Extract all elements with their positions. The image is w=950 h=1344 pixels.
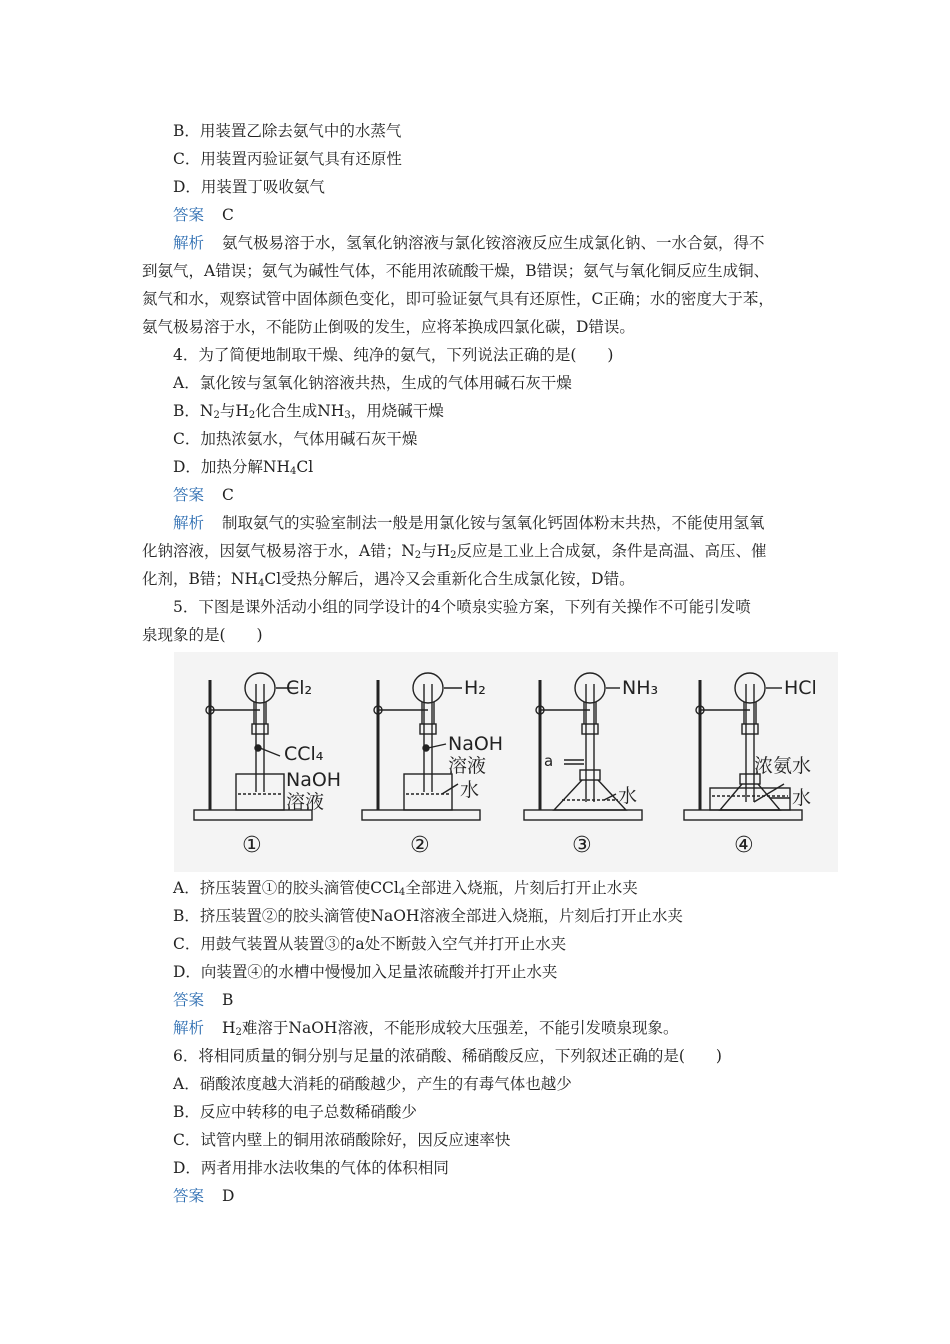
text: A．挤压装置①的胶头滴管使CCl	[173, 879, 399, 897]
q3-answer	[173, 201, 234, 229]
flask-label-4: 水	[792, 787, 812, 809]
text: Cl	[296, 458, 314, 476]
stand-base	[362, 810, 480, 820]
answer-value: C	[222, 206, 234, 224]
text: 反应是工业上合成氨，条件是高温、高压、催	[456, 542, 767, 560]
gas-label-2: H₂	[464, 677, 486, 699]
analysis-text: 氨气极易溶于水，氢氧化钠溶液与氯化铵溶液反应生成氯化钠、一水合氨，得不	[222, 234, 765, 252]
q6-option-d: D．两者用排水法收集的气体的体积相同	[173, 1159, 449, 1177]
trough-label-4: 浓氨水	[754, 755, 812, 777]
gas-label-4: HCl	[784, 677, 817, 699]
q3-analysis-line: 到氨气，A错误；氨气为碱性气体，不能用浓硫酸干燥，B错误；氨气与氧化铜反应生成铜、	[142, 262, 770, 280]
stand-base	[684, 810, 802, 820]
text: Cl受热分解后，遇冷又会重新化合生成氯化铵，D错。	[264, 570, 635, 588]
q3-option-b: B．用装置乙除去氨气中的水蒸气	[173, 122, 402, 140]
gas-label-3: NH₃	[622, 677, 659, 699]
text: B．N	[173, 402, 214, 420]
beaker-label-2: 水	[460, 779, 480, 801]
answer-label: 答案	[173, 486, 205, 504]
gas-label-1: Cl₂	[286, 677, 313, 699]
text: ，用烧碱干燥	[350, 402, 444, 420]
subscript: 2	[248, 410, 256, 421]
subscript: 2	[450, 550, 457, 561]
round-flask	[245, 673, 275, 703]
beaker	[236, 774, 284, 810]
subscript: 4	[290, 466, 297, 477]
q6-stem: 6．将相同质量的铜分别与足量的浓硝酸、稀硝酸反应，下列叙述正确的是( )	[173, 1047, 722, 1065]
text: H	[222, 1019, 236, 1037]
subscript: 3	[344, 410, 351, 421]
stand-base	[524, 810, 642, 820]
q6-option-c: C．试管内壁上的铜用浓硝酸除好，因反应速率快	[173, 1131, 511, 1149]
q6-answer	[173, 1182, 234, 1210]
q3-analysis-line	[173, 229, 765, 257]
answer-label: 答案	[173, 1187, 205, 1205]
q4-option-c: C．加热浓氨水，气体用碱石灰干燥	[173, 430, 418, 448]
analysis-text: 制取氨气的实验室制法一般是用氯化铵与氢氧化钙固体粉末共热，不能使用氢氧	[222, 514, 765, 532]
text: 全部进入烧瓶，片刻后打开止水夹	[405, 879, 638, 897]
text: 化钠溶液，因氨气极易溶于水，A错；N	[142, 542, 415, 560]
q3-analysis-line: 氮气和水，观察试管中固体颜色变化，即可验证氨气具有还原性，C正确；水的密度大于苯，	[142, 290, 774, 308]
round-flask	[735, 673, 765, 703]
inlet-label-3: a	[544, 752, 554, 770]
q4-option-a: A．氯化铵与氢氧化钠溶液共热，生成的气体用碱石灰干燥	[173, 374, 572, 392]
stopper	[582, 724, 598, 734]
analysis-label: 解析	[173, 234, 205, 252]
q3-analysis-line: 氨气极易溶于水，不能防止倒吸的发生，应将苯换成四氯化碳，D错误。	[142, 318, 635, 336]
text: 与H	[421, 542, 451, 560]
figure-number-1: ①	[242, 833, 262, 858]
dropper-label-2b: 溶液	[448, 755, 487, 777]
text: 化合生成NH	[255, 402, 345, 420]
subscript: 4	[398, 887, 406, 898]
q3-option-d: D．用装置丁吸收氨气	[173, 178, 325, 196]
dropper-label-2a: NaOH	[448, 733, 504, 755]
beaker-label-1a: NaOH	[286, 769, 342, 791]
q5-answer	[173, 986, 233, 1014]
q5-option-c: C．用鼓气装置从装置③的a处不断鼓入空气并打开止水夹	[173, 935, 567, 953]
q6-option-b: B．反应中转移的电子总数稀硝酸少	[173, 1103, 417, 1121]
answer-value: C	[222, 486, 234, 504]
subscript: 2	[235, 1027, 242, 1038]
figure-number-3: ③	[572, 833, 592, 858]
figure-number-4: ④	[734, 833, 754, 858]
q5-option-d: D．向装置④的水槽中慢慢加入足量浓硫酸并打开止水夹	[173, 963, 558, 981]
text: 难溶于NaOH溶液，不能形成较大压强差，不能引发喷泉现象。	[241, 1019, 679, 1037]
q4-answer	[173, 481, 234, 509]
q5-stem: 泉现象的是( )	[142, 626, 263, 644]
beaker-label-1b: 溶液	[286, 791, 325, 813]
round-flask	[413, 673, 443, 703]
answer-label: 答案	[173, 206, 205, 224]
apparatus-diagram	[174, 652, 838, 872]
q3-option-c: C．用装置丙验证氨气具有还原性	[173, 150, 402, 168]
fountain-apparatus-figure	[174, 652, 838, 872]
q4-stem: 4．为了简便地制取干燥、纯净的氨气，下列说法正确的是( )	[173, 346, 614, 364]
text: D．加热分解NH	[173, 458, 291, 476]
answer-value: B	[222, 991, 234, 1009]
round-flask	[575, 673, 605, 703]
answer-value: D	[222, 1187, 235, 1205]
text: 与H	[219, 402, 249, 420]
figure-number-2: ②	[410, 833, 430, 858]
analysis-label: 解析	[173, 1019, 205, 1037]
subscript: 2	[213, 410, 220, 421]
answer-label: 答案	[173, 991, 205, 1009]
q4-analysis-line	[173, 509, 765, 537]
dropper-label-1: CCl₄	[284, 743, 324, 765]
text: 化剂，B错；NH	[142, 570, 258, 588]
subscript: 2	[414, 550, 422, 561]
q6-option-a: A．硝酸浓度越大消耗的硝酸越少，产生的有毒气体也越少	[173, 1075, 572, 1093]
stopper	[420, 724, 436, 734]
subscript: 4	[257, 578, 265, 589]
stopper	[742, 724, 758, 734]
q5-option-b: B．挤压装置②的胶头滴管使NaOH溶液全部进入烧瓶，片刻后打开止水夹	[173, 907, 683, 925]
q5-stem: 5．下图是课外活动小组的同学设计的4个喷泉实验方案，下列有关操作不可能引发喷	[173, 598, 751, 616]
stopper	[252, 724, 268, 734]
flask-stopper	[580, 770, 600, 780]
analysis-label: 解析	[173, 514, 205, 532]
flask-label-3: 水	[618, 785, 638, 807]
